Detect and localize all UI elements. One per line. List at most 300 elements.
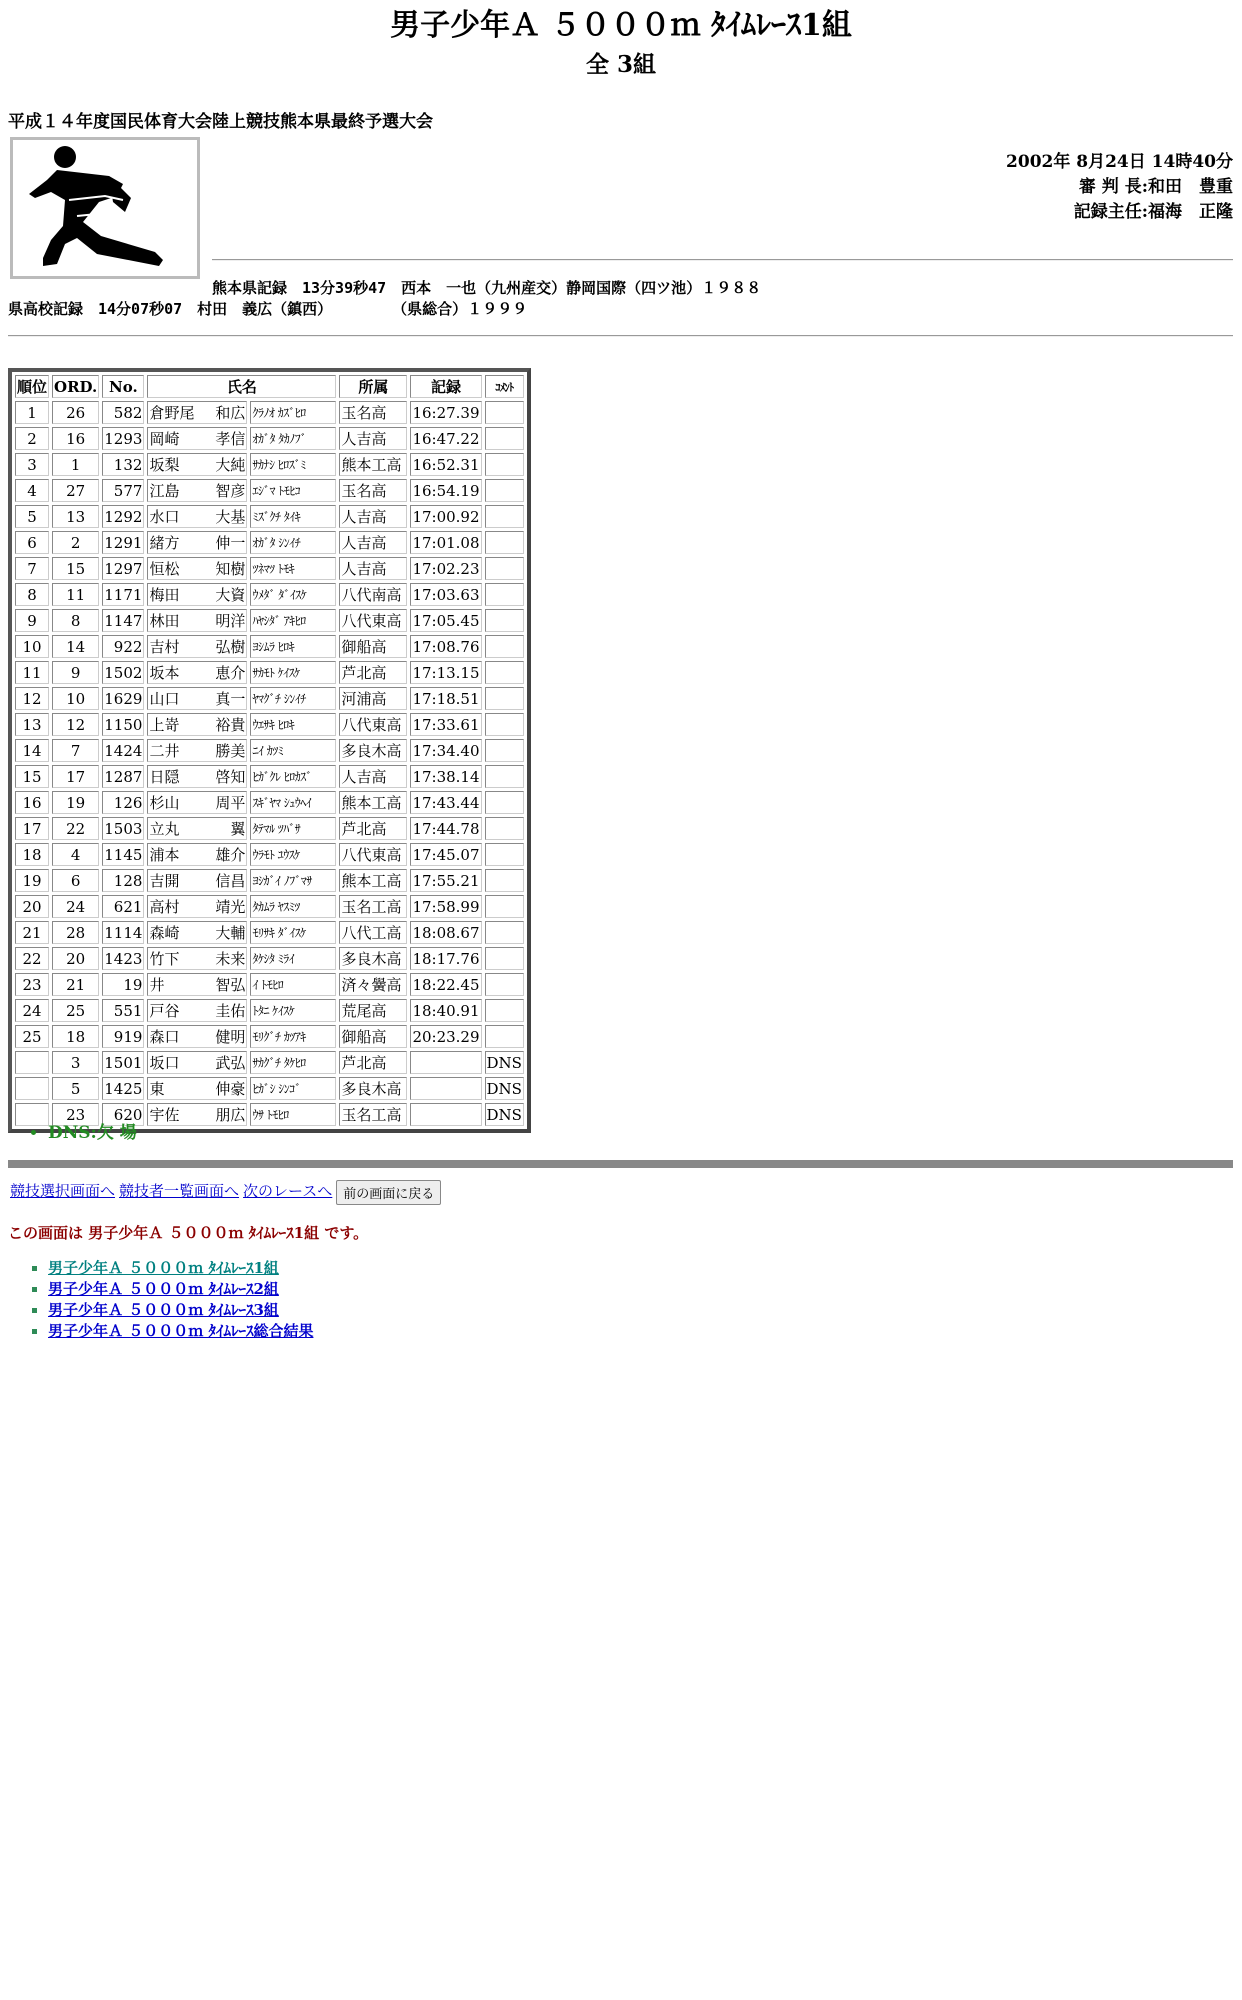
cell-kana: ｸﾗﾉｵ ｶｽﾞﾋﾛ <box>250 401 336 424</box>
cell-no: 1502 <box>102 661 144 684</box>
cell-name <box>147 843 247 866</box>
cell-kana: ﾀﾃﾏﾙ ﾂﾊﾞｻ <box>250 817 336 840</box>
cell-rank: 23 <box>15 973 49 996</box>
cell-comment <box>485 453 524 476</box>
cell-ord: 23 <box>52 1103 99 1126</box>
family-name: 梅田 <box>149 586 180 604</box>
cell-name <box>147 531 247 554</box>
cell-comment <box>485 635 524 658</box>
cell-kana: ｻｶﾓﾄ ｹｲｽｹ <box>250 661 336 684</box>
family-name: 坂本 <box>149 664 180 682</box>
nav-links <box>10 1180 441 1205</box>
table-row <box>15 921 524 944</box>
cell-team: 芦北高 <box>339 817 407 840</box>
cell-no: 1424 <box>102 739 144 762</box>
cell-ord: 7 <box>52 739 99 762</box>
table-row <box>15 557 524 580</box>
cell-no: 132 <box>102 453 144 476</box>
cell-rank: 8 <box>15 583 49 606</box>
cell-no: 1171 <box>102 583 144 606</box>
given-name: 翼 <box>230 820 246 838</box>
event-select-link[interactable]: 競技選択画面へ <box>10 1182 116 1200</box>
cell-kana: ﾀｹｼﾀ ﾐﾗｲ <box>250 947 336 970</box>
race-list-item <box>48 1279 313 1300</box>
cell-rank: 4 <box>15 479 49 502</box>
given-name: 大資 <box>215 586 246 604</box>
cell-time: 17:13.15 <box>410 661 481 684</box>
cell-rank: 6 <box>15 531 49 554</box>
col-team: 所属 <box>339 375 407 398</box>
cell-name <box>147 791 247 814</box>
family-name: 戸谷 <box>149 1002 180 1020</box>
cell-rank: 10 <box>15 635 49 658</box>
given-name: 孝信 <box>215 430 246 448</box>
given-name: 智彦 <box>215 482 246 500</box>
cell-time: 16:52.31 <box>410 453 481 476</box>
cell-time: 17:08.76 <box>410 635 481 658</box>
given-name: 明洋 <box>215 612 246 630</box>
cell-ord: 21 <box>52 973 99 996</box>
cell-name <box>147 895 247 918</box>
cell-comment <box>485 999 524 1022</box>
cell-name <box>147 817 247 840</box>
family-name: 二井 <box>149 742 180 760</box>
table-header-row <box>15 375 524 398</box>
cell-rank <box>15 1051 49 1074</box>
cell-team: 多良木高 <box>339 739 407 762</box>
family-name: 上嵜 <box>149 716 180 734</box>
race-list-item <box>48 1300 313 1321</box>
cell-name <box>147 765 247 788</box>
cell-ord: 5 <box>52 1077 99 1100</box>
prefecture-record: 熊本県記録 13分39秒47 西本 一也（九州産交）静岡国際（四ツ池）１９８８ <box>212 279 762 297</box>
cell-ord: 1 <box>52 453 99 476</box>
cell-no: 1287 <box>102 765 144 788</box>
family-name: 浦本 <box>149 846 180 864</box>
table-row <box>15 765 524 788</box>
table-row <box>15 947 524 970</box>
athlete-list-link[interactable]: 競技者一覧画面へ <box>119 1182 240 1200</box>
table-row <box>15 687 524 710</box>
family-name: 高村 <box>149 898 180 916</box>
recorder: 記録主任:福海 正隆 <box>1073 202 1233 222</box>
cell-ord: 6 <box>52 869 99 892</box>
cell-comment <box>485 557 524 580</box>
cell-time: 17:58.99 <box>410 895 481 918</box>
table-row <box>15 661 524 684</box>
table-row <box>15 427 524 450</box>
cell-kana: ｳﾒﾀﾞ ﾀﾞｲｽｹ <box>250 583 336 606</box>
divider <box>8 335 1233 337</box>
family-name: 恒松 <box>149 560 180 578</box>
back-button[interactable]: 前の画面に戻る <box>336 1180 441 1205</box>
given-name: 智弘 <box>215 976 246 994</box>
col-ord: ORD. <box>52 375 99 398</box>
meet-name: 平成１４年度国民体育大会陸上競技熊本県最終予選大会 <box>8 112 433 132</box>
cell-time: 17:34.40 <box>410 739 481 762</box>
cell-ord: 26 <box>52 401 99 424</box>
cell-time <box>410 1051 481 1074</box>
cell-no: 1147 <box>102 609 144 632</box>
cell-rank: 12 <box>15 687 49 710</box>
table-row <box>15 479 524 502</box>
cell-team: 八代工高 <box>339 921 407 944</box>
cell-no: 922 <box>102 635 144 658</box>
race-link[interactable]: 男子少年Ａ ５０００ｍ ﾀｲﾑﾚｰｽ1組 <box>48 1259 279 1277</box>
cell-time: 18:08.67 <box>410 921 481 944</box>
current-race: 男子少年Ａ ５０００ｍ ﾀｲﾑﾚｰｽ1組 <box>88 1224 320 1242</box>
cell-comment <box>485 973 524 996</box>
cell-rank: 17 <box>15 817 49 840</box>
divider <box>212 259 1233 261</box>
given-name: 勝美 <box>215 742 246 760</box>
cell-rank: 1 <box>15 401 49 424</box>
cell-name <box>147 661 247 684</box>
col-name: 氏名 <box>147 375 336 398</box>
race-list-item <box>48 1321 313 1342</box>
cell-comment <box>485 713 524 736</box>
race-link[interactable]: 男子少年Ａ ５０００ｍ ﾀｲﾑﾚｰｽ2組 <box>48 1280 279 1298</box>
referee: 審 判 長:和田 豊重 <box>1078 177 1233 197</box>
cell-time: 17:03.63 <box>410 583 481 606</box>
cell-no: 1291 <box>102 531 144 554</box>
cell-no: 1503 <box>102 817 144 840</box>
table-row <box>15 583 524 606</box>
cell-team: 済々黌高 <box>339 973 407 996</box>
section-divider <box>8 1160 1233 1168</box>
cell-kana: ﾖｼｶﾞｲ ﾉﾌﾞﾏｻ <box>250 869 336 892</box>
col-comment: ｺﾒﾝﾄ <box>485 375 524 398</box>
cell-kana: ｲ ﾄﾓﾋﾛ <box>250 973 336 996</box>
family-name: 吉開 <box>149 872 180 890</box>
given-name: 和広 <box>215 404 246 422</box>
cell-kana: ｳｻ ﾄﾓﾋﾛ <box>250 1103 336 1126</box>
cell-time: 20:23.29 <box>410 1025 481 1048</box>
cell-kana: ﾋｶﾞｼ ｼﾝｺﾞ <box>250 1077 336 1100</box>
family-name: 坂口 <box>149 1054 180 1072</box>
table-row <box>15 817 524 840</box>
race-link[interactable]: 男子少年Ａ ５０００ｍ ﾀｲﾑﾚｰｽ総合結果 <box>48 1322 314 1340</box>
cell-kana: ﾋｶﾞｸﾚ ﾋﾛｶｽﾞ <box>250 765 336 788</box>
cell-ord: 9 <box>52 661 99 684</box>
cell-rank: 13 <box>15 713 49 736</box>
table-row <box>15 973 524 996</box>
cell-no: 1297 <box>102 557 144 580</box>
cell-time: 17:01.08 <box>410 531 481 554</box>
cell-ord: 24 <box>52 895 99 918</box>
cell-kana: ｳﾗﾓﾄ ﾕｳｽｹ <box>250 843 336 866</box>
family-name: 山口 <box>149 690 180 708</box>
runner-logo <box>10 137 200 279</box>
cell-comment <box>485 791 524 814</box>
cell-comment <box>485 427 524 450</box>
cell-name <box>147 479 247 502</box>
family-name: 緒方 <box>149 534 180 552</box>
cell-time: 17:00.92 <box>410 505 481 528</box>
cell-team: 八代東高 <box>339 843 407 866</box>
cell-rank <box>15 1077 49 1100</box>
cell-ord: 11 <box>52 583 99 606</box>
cell-name <box>147 453 247 476</box>
cell-comment <box>485 479 524 502</box>
cell-no: 1423 <box>102 947 144 970</box>
family-name: 倉野尾 <box>149 404 195 422</box>
cell-comment <box>485 583 524 606</box>
family-name: 森崎 <box>149 924 180 942</box>
cell-name <box>147 1077 247 1100</box>
cell-ord: 2 <box>52 531 99 554</box>
cell-comment <box>485 843 524 866</box>
given-name: 健明 <box>215 1028 246 1046</box>
cell-no: 620 <box>102 1103 144 1126</box>
given-name: 雄介 <box>215 846 246 864</box>
table-row <box>15 1077 524 1100</box>
given-name: 真一 <box>215 690 246 708</box>
given-name: 知樹 <box>215 560 246 578</box>
cell-time: 18:40.91 <box>410 999 481 1022</box>
cell-time: 16:27.39 <box>410 401 481 424</box>
cell-name <box>147 999 247 1022</box>
legend-dns: • DNS:欠 場 <box>48 1118 137 1143</box>
cell-comment <box>485 869 524 892</box>
cell-no: 128 <box>102 869 144 892</box>
cell-time: 17:43.44 <box>410 791 481 814</box>
table-row <box>15 1025 524 1048</box>
given-name: 大輔 <box>215 924 246 942</box>
cell-comment: DNS <box>485 1051 524 1074</box>
cell-time <box>410 1103 481 1126</box>
cell-team: 熊本工高 <box>339 453 407 476</box>
col-time: 記録 <box>410 375 481 398</box>
cell-team: 人吉高 <box>339 557 407 580</box>
cell-rank: 24 <box>15 999 49 1022</box>
cell-comment: DNS <box>485 1103 524 1126</box>
cell-comment <box>485 661 524 684</box>
cell-team: 芦北高 <box>339 661 407 684</box>
cell-comment <box>485 1025 524 1048</box>
race-link[interactable]: 男子少年Ａ ５０００ｍ ﾀｲﾑﾚｰｽ3組 <box>48 1301 279 1319</box>
given-name: 伸一 <box>215 534 246 552</box>
cell-rank: 15 <box>15 765 49 788</box>
cell-no: 1150 <box>102 713 144 736</box>
cell-ord: 10 <box>52 687 99 710</box>
cell-time: 17:45.07 <box>410 843 481 866</box>
col-rank: 順位 <box>15 375 49 398</box>
cell-kana: ｵｶﾞﾀ ｼﾝｲﾁ <box>250 531 336 554</box>
family-name: 杉山 <box>149 794 180 812</box>
cell-kana: ﾊﾔｼﾀﾞ ｱｷﾋﾛ <box>250 609 336 632</box>
cell-no: 582 <box>102 401 144 424</box>
given-name: 武弘 <box>215 1054 246 1072</box>
given-name: 朋広 <box>215 1106 246 1124</box>
cell-name <box>147 401 247 424</box>
cell-no: 621 <box>102 895 144 918</box>
table-row <box>15 401 524 424</box>
runner-icon <box>13 140 197 276</box>
cell-comment <box>485 401 524 424</box>
cell-comment <box>485 531 524 554</box>
cell-ord: 12 <box>52 713 99 736</box>
results-table <box>8 368 531 1133</box>
cell-rank: 2 <box>15 427 49 450</box>
cell-team: 玉名高 <box>339 401 407 424</box>
table-row <box>15 609 524 632</box>
cell-time: 17:33.61 <box>410 713 481 736</box>
cell-rank: 18 <box>15 843 49 866</box>
legend-list <box>48 1118 137 1143</box>
cell-comment <box>485 687 524 710</box>
cell-name <box>147 973 247 996</box>
cell-ord: 13 <box>52 505 99 528</box>
cell-name <box>147 921 247 944</box>
cell-rank: 25 <box>15 1025 49 1048</box>
cell-team: 人吉高 <box>339 505 407 528</box>
given-name: 伸豪 <box>215 1080 246 1098</box>
table-row <box>15 531 524 554</box>
cell-rank: 22 <box>15 947 49 970</box>
table-row <box>15 791 524 814</box>
table-row <box>15 505 524 528</box>
cell-kana: ﾆｲ ｶﾂﾐ <box>250 739 336 762</box>
cell-no: 577 <box>102 479 144 502</box>
cell-time: 17:55.21 <box>410 869 481 892</box>
cell-rank: 20 <box>15 895 49 918</box>
cell-ord: 8 <box>52 609 99 632</box>
cell-team: 芦北高 <box>339 1051 407 1074</box>
table-row <box>15 1051 524 1074</box>
cell-team: 八代南高 <box>339 583 407 606</box>
cell-time: 17:05.45 <box>410 609 481 632</box>
table-row <box>15 635 524 658</box>
cell-rank: 19 <box>15 869 49 892</box>
cell-ord: 3 <box>52 1051 99 1074</box>
given-name: 靖光 <box>215 898 246 916</box>
col-no: No. <box>102 375 144 398</box>
cell-kana: ﾄﾀﾆ ｹｲｽｹ <box>250 999 336 1022</box>
family-name: 日隠 <box>149 768 180 786</box>
cell-team: 多良木高 <box>339 947 407 970</box>
cell-ord: 22 <box>52 817 99 840</box>
race-datetime: 2002年 8月24日 14時40分 <box>1006 152 1233 172</box>
cell-kana: ｳｴｻｷ ﾋﾛｷ <box>250 713 336 736</box>
cell-time: 17:38.14 <box>410 765 481 788</box>
cell-rank: 5 <box>15 505 49 528</box>
table-row <box>15 869 524 892</box>
cell-kana: ｵｶﾞﾀ ﾀｶﾉﾌﾞ <box>250 427 336 450</box>
table-row <box>15 895 524 918</box>
cell-ord: 19 <box>52 791 99 814</box>
cell-ord: 27 <box>52 479 99 502</box>
given-name: 大基 <box>215 508 246 526</box>
cell-no: 1145 <box>102 843 144 866</box>
cell-name <box>147 609 247 632</box>
cell-kana: ﾐｽﾞｸﾁ ﾀｲｷ <box>250 505 336 528</box>
cell-comment <box>485 947 524 970</box>
cell-rank: 11 <box>15 661 49 684</box>
cell-name <box>147 869 247 892</box>
cell-no: 1293 <box>102 427 144 450</box>
cell-time <box>410 1077 481 1100</box>
cell-kana: ﾓﾘｸﾞﾁ ｶﾂｱｷ <box>250 1025 336 1048</box>
cell-comment <box>485 765 524 788</box>
cell-team: 御船高 <box>339 635 407 658</box>
given-name: 啓知 <box>215 768 246 786</box>
cell-rank: 7 <box>15 557 49 580</box>
next-race-link[interactable]: 次のレースへ <box>243 1182 333 1200</box>
given-name: 信昌 <box>215 872 246 890</box>
cell-kana: ﾔﾏｸﾞﾁ ｼﾝｲﾁ <box>250 687 336 710</box>
cell-no: 1501 <box>102 1051 144 1074</box>
race-list <box>48 1258 313 1342</box>
cell-rank: 14 <box>15 739 49 762</box>
family-name: 東 <box>149 1080 165 1098</box>
cell-kana: ﾖｼﾑﾗ ﾋﾛｷ <box>250 635 336 658</box>
cell-name <box>147 427 247 450</box>
cell-kana: ｽｷﾞﾔﾏ ｼｭｳﾍｲ <box>250 791 336 814</box>
given-name: 大純 <box>215 456 246 474</box>
given-name: 未来 <box>215 950 246 968</box>
page-title: 男子少年Ａ ５０００ｍ ﾀｲﾑﾚｰｽ1組 <box>390 8 852 43</box>
family-name: 坂梨 <box>149 456 180 474</box>
family-name: 江島 <box>149 482 180 500</box>
cell-team: 人吉高 <box>339 531 407 554</box>
cell-rank: 9 <box>15 609 49 632</box>
cell-name <box>147 505 247 528</box>
table-row <box>15 843 524 866</box>
race-list-item <box>48 1258 313 1279</box>
family-name: 吉村 <box>149 638 180 656</box>
cell-comment <box>485 921 524 944</box>
cell-ord: 28 <box>52 921 99 944</box>
cell-ord: 4 <box>52 843 99 866</box>
cell-time: 16:54.19 <box>410 479 481 502</box>
official-info <box>1006 150 1233 225</box>
cell-rank: 3 <box>15 453 49 476</box>
cell-no: 1629 <box>102 687 144 710</box>
cell-time: 17:02.23 <box>410 557 481 580</box>
cell-time: 17:44.78 <box>410 817 481 840</box>
cell-team: 玉名高 <box>339 479 407 502</box>
cell-no: 1292 <box>102 505 144 528</box>
cell-name <box>147 635 247 658</box>
cell-kana: ｻｶﾅｼ ﾋﾛｽﾞﾐ <box>250 453 336 476</box>
cell-name <box>147 1025 247 1048</box>
cell-ord: 18 <box>52 1025 99 1048</box>
cell-kana: ｻｶｸﾞﾁ ﾀｹﾋﾛ <box>250 1051 336 1074</box>
cell-ord: 16 <box>52 427 99 450</box>
given-name: 弘樹 <box>215 638 246 656</box>
cell-no: 551 <box>102 999 144 1022</box>
cell-ord: 15 <box>52 557 99 580</box>
given-name: 恵介 <box>215 664 246 682</box>
cell-kana: ｴｼﾞﾏ ﾄﾓﾋｺ <box>250 479 336 502</box>
given-name: 圭佑 <box>215 1002 246 1020</box>
cell-team: 荒尾高 <box>339 999 407 1022</box>
cell-team: 人吉高 <box>339 427 407 450</box>
family-name: 水口 <box>149 508 180 526</box>
results-body <box>15 401 524 1126</box>
table-row <box>15 739 524 762</box>
family-name: 林田 <box>149 612 180 630</box>
family-name: 宇佐 <box>149 1106 180 1124</box>
cell-no: 1114 <box>102 921 144 944</box>
cell-comment <box>485 739 524 762</box>
table-row <box>15 999 524 1022</box>
page-subtitle: 全 3組 <box>585 51 656 78</box>
cell-ord: 25 <box>52 999 99 1022</box>
cell-team: 御船高 <box>339 1025 407 1048</box>
high-school-record: 県高校記録 14分07秒07 村田 義広（鎮西） （県総合）１９９９ <box>8 300 528 318</box>
